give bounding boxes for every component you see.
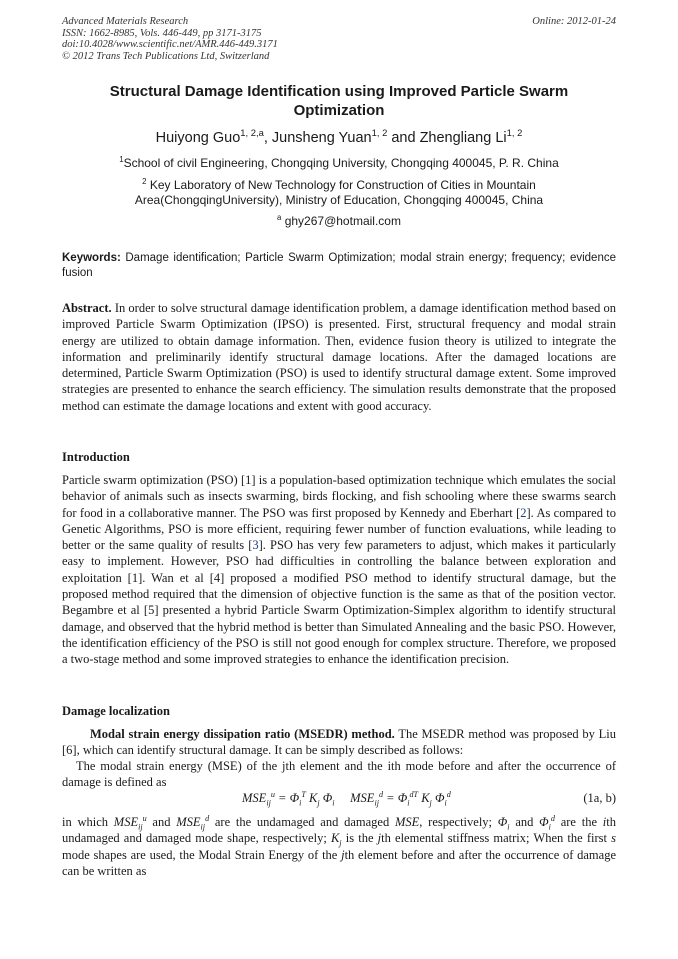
mse-definition-paragraph: The modal strain energy (MSE) of the jth element and the ith mode before and after the occurrence of damage is defined as	[62, 759, 616, 790]
author-1: Huiyong Guo	[155, 130, 241, 146]
affiliation-1-marker: 1	[119, 155, 124, 164]
equation-expression: $MSE_{ij}^u = \Phi_i^T$ $K_j$ $\Phi_i$ $MSE_{ij}^d = \Phi_i^{dT}$ $K_j$ $\Phi_i^d$	[242, 789, 451, 808]
equation-explanation: in which $MSE_{ij}^u$ and $MSE_{ij}^d$ are the undamaged and damaged MSE, respectively; $\Phi_i$ and $\Phi_i^d$ are the ith undamaged and damaged mode shape, respectively; $K_j$ is the jth elemental stiffness matrix; When the first s mode shapes are used, the Modal Strain Energy of the jth element before and after the occurrence of damage can be written as	[62, 813, 616, 878]
affiliation-2-marker: 2	[142, 177, 147, 186]
msedr-paragraph	[62, 726, 616, 759]
affiliation-2-line-1: Key Laboratory of New Technology for Construction of Cities in Mountain	[146, 178, 536, 192]
abstract	[62, 300, 616, 414]
citation-link[interactable]: [1]	[240, 473, 256, 487]
email-line	[62, 214, 616, 229]
keywords	[62, 251, 616, 280]
title-line-1: Structural Damage Identification using Improved Particle Swarm	[109, 83, 569, 100]
author-separator: and	[387, 130, 420, 146]
msedr-text: The MSEDR method was proposed by Liu [6], which can identify structural damage. It can be simply described as follows:	[62, 727, 616, 758]
citation-link[interactable]: 2	[520, 505, 527, 520]
email-marker: a	[277, 213, 282, 222]
intro-text: ]. PSO has very few parameters to adjust, which makes it particularly easy to implement. However, PSO had difficulties in controlling the balance between exploration and exploitation [1]. Wan et al [4] proposed a modified PSO method to identify structural damage, but the proposed method required that the dimension of objective function is the same as that of the position vector. Begambre et al [5] presented a hybrid Particle Swarm Optimization-Simplex algorithm to identify structural damage, and observed that the hybrid method is better than Simulated Annealing and the basic PSO. However, the identification efficiency of the PSO is still not good enough for complex structure. Therefore, we proposed a two-stage method and some improved strategies to enhance the identification precision.	[62, 538, 617, 667]
online-date: Online: 2012-01-24	[532, 16, 616, 27]
paper-title	[62, 82, 616, 120]
author-3: Zhengliang Li	[419, 130, 507, 146]
journal-name: Advanced Materials Research	[62, 16, 189, 27]
introduction-heading: Introduction	[62, 450, 130, 464]
damage-localization-heading: Damage localization	[62, 704, 170, 718]
citation-link[interactable]: 3	[252, 538, 259, 553]
abstract-label: Abstract.	[62, 301, 112, 315]
keywords-label: Keywords:	[62, 252, 121, 264]
author-3-affil: 1, 2	[506, 127, 523, 139]
author-email[interactable]: ghy267@hotmail.com	[281, 214, 401, 228]
issn: ISSN: 1662-8985, Vols. 446-449, pp 3171-3175	[62, 27, 262, 39]
affiliation-1	[62, 156, 616, 171]
msedr-label: Modal strain energy dissipation ratio (MSEDR) method.	[90, 727, 395, 741]
intro-text: Particle swarm optimization (PSO)	[62, 473, 241, 487]
author-2-affil: 1, 2	[371, 127, 388, 139]
intro-text: is a population-based optimization technique which emulates the social behavior of animals such as insects swarming, birds flocking, and fish schooling where these swarms search for food in a collaborative manner. The PSO was first proposed by Kennedy and Eberhart [	[62, 473, 616, 520]
author-2: Junsheng Yuan	[271, 130, 372, 146]
affiliation-2-line-2: Area(ChongqingUniversity), Ministry of Education, Chongqing 400045, China	[134, 193, 544, 207]
doi: doi:10.4028/www.scientific.net/AMR.446-449.3171	[62, 39, 278, 51]
journal-header	[62, 16, 616, 62]
abstract-text: In order to solve structural damage identification problem, a damage identification method based on improved Particle Swarm Optimization (IPSO) is presented. First, structural frequency and modal strain energy are utilized to obtain damage information. Then, evidence fusion theory is utilized to integrate the information and preliminarily identify structural damage locations. After the damaged locations are determined, Particle Swarm Optimization (PSO) is used to identify structural damage extent. Some improved strategies are presented to enhance the search efficiency. The simulation results demonstrate that the proposed method can estimate the damage locations and extent with good accuracy.	[62, 301, 616, 413]
copyright: © 2012 Trans Tech Publications Ltd, Switzerland	[62, 50, 270, 62]
equation-number: (1a, b)	[583, 791, 616, 805]
affiliation-1-text: School of civil Engineering, Chongqing University, Chongqing 400045, P. R. China	[123, 156, 559, 170]
author-list	[62, 127, 616, 146]
affiliation-2	[62, 178, 616, 208]
title-line-2: Optimization	[293, 102, 385, 119]
introduction-paragraph	[62, 472, 616, 668]
author-separator: ,	[263, 130, 272, 146]
keywords-text: Damage identification; Particle Swarm Optimization; modal strain energy; frequency; evidence fusion	[62, 252, 616, 279]
author-1-affil: 1, 2,a	[240, 127, 264, 139]
intro-text: ]. As compared to Genetic Algorithms, PSO is more efficient, requiring fewer number of function evaluations, while leading to better or the same quality of results [	[62, 505, 616, 553]
